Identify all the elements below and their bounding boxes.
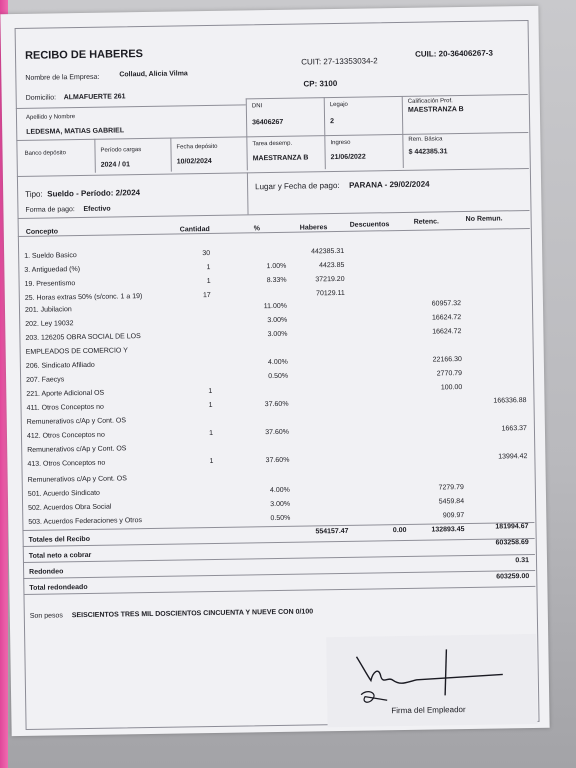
dni-value: 36406267	[252, 118, 284, 127]
cell-concepto: 221. Aporte Adicional OS	[26, 389, 105, 398]
dni-label: DNI	[251, 103, 263, 110]
cell-cantidad: 1	[209, 429, 214, 438]
cell-concepto: 201. Jubilacion	[24, 306, 72, 314]
cell-cantidad: 1	[209, 457, 214, 466]
totales-retenc: 132893.45	[431, 526, 465, 534]
cell-pct: 0.50%	[270, 514, 291, 523]
col-retenc: Retenc.	[413, 218, 440, 226]
cuit-value: CUIT: 27-13353034-2	[301, 56, 378, 67]
cell-pct: 8.33%	[266, 276, 287, 285]
signature-area	[326, 634, 537, 727]
forma-value: Efectivo	[83, 205, 111, 213]
tipo-label: Tipo:	[25, 189, 43, 199]
cell-concepto: 413. Otros Conceptos no	[27, 459, 106, 468]
domicilio-value: ALMAFUERTE 261	[63, 93, 126, 102]
cell-retenc: 16624.72	[432, 328, 462, 336]
redondeo-value: 0.31	[515, 557, 530, 565]
cell-concepto: 206. Sindicato Afiliado	[25, 361, 95, 370]
cuil-value: CUIL: 20-36406267-3	[414, 48, 493, 59]
lugar-label: Lugar y Fecha de pago:	[255, 180, 340, 192]
cell-concepto: Remunerativos c/Ap y Cont. OS	[27, 475, 127, 484]
legajo-label: Legajo	[329, 101, 348, 109]
cell-concepto: 3. Antiguedad (%)	[24, 266, 81, 274]
cell-pct: 3.00%	[267, 330, 288, 339]
rem-label: Rem. Básica	[408, 136, 443, 143]
cell-pct: 37.60%	[265, 456, 290, 465]
col-concepto: Concepto	[25, 228, 59, 236]
redondeo-label: Redondeo	[29, 568, 64, 576]
cell-concepto: EMPLEADOS DE COMERCIO Y	[25, 347, 128, 356]
cell-noremun: 13994.42	[498, 453, 528, 461]
fecha-label: Fecha depósito	[176, 143, 218, 151]
cell-pct: 11.00%	[263, 302, 288, 311]
cell-pct: 3.00%	[270, 500, 291, 509]
cell-retenc: 5459.84	[438, 498, 465, 506]
cell-pct: 37.60%	[264, 400, 289, 409]
cell-pct: 1.00%	[266, 262, 287, 271]
col-cantidad: Cantidad	[179, 226, 210, 234]
ingreso-value: 21/06/2022	[330, 153, 366, 162]
totales-descuentos: 0.00	[392, 526, 407, 535]
cell-pct: 3.00%	[267, 316, 288, 325]
tipo-value: Sueldo - Período: 2/2024	[47, 188, 141, 199]
cell-concepto: 202. Ley 19032	[25, 320, 74, 328]
son-value: SEISCIENTOS TRES MIL DOSCIENTOS CINCUENTA Y NUEVE CON 0/100	[71, 608, 314, 620]
calificacion-label: Calificación Prof.	[407, 98, 453, 105]
cell-retenc: 60957.32	[431, 300, 462, 308]
cell-cantidad: 30	[202, 250, 211, 258]
forma-label: Forma de pago:	[25, 206, 75, 214]
col-descuentos: Descuentos	[349, 221, 390, 229]
banco-label: Banco depósito	[24, 150, 66, 157]
calificacion-value: MAESTRANZA B	[407, 106, 464, 114]
cell-cantidad: 1	[206, 264, 211, 272]
fecha-value: 10/02/2024	[176, 157, 212, 166]
totales-haberes: 554157.47	[315, 527, 349, 536]
periodo-label: Período cargas	[100, 147, 142, 154]
cell-pct: 0.50%	[268, 372, 289, 381]
cell-cantidad: 1	[206, 278, 211, 286]
firma-label: Firma del Empleador	[391, 705, 466, 716]
cell-retenc: 16624.72	[431, 314, 462, 322]
cell-cantidad: 17	[202, 291, 211, 300]
cell-retenc: 7279.79	[438, 484, 464, 492]
periodo-value: 2024 / 01	[100, 161, 131, 169]
cell-pct: 4.00%	[269, 486, 290, 495]
ingreso-label: Ingreso	[330, 139, 351, 147]
domicilio-label: Domicilio:	[25, 94, 57, 102]
empresa-value: Collaud, Alicia Vilma	[119, 70, 188, 79]
cell-cantidad: 1	[208, 387, 213, 396]
cell-concepto: 25. Horas extras 50% (s/conc. 1 a 19)	[24, 293, 143, 302]
cp-value: CP: 3100	[303, 78, 338, 89]
redondeado-value: 603259.00	[496, 573, 530, 581]
cell-cantidad: 1	[208, 401, 213, 410]
cell-haberes: 4423.85	[318, 261, 345, 270]
cell-concepto: 412. Otros Conceptos no	[26, 431, 105, 440]
cell-noremun: 1663.37	[501, 425, 527, 433]
tarea-value: MAESTRANZA B	[252, 154, 309, 163]
apellido-value: LEDESMA, MATIAS GABRIEL	[26, 127, 125, 136]
receipt-title: RECIBO DE HABERES	[24, 48, 144, 62]
cell-concepto: 503. Acuerdos Federaciones y Otros	[28, 517, 143, 526]
son-label: Son pesos	[29, 612, 63, 620]
cell-retenc: 909.97	[442, 512, 465, 520]
apellido-label: Apellido y Nombre	[25, 114, 76, 121]
cell-retenc: 100.00	[440, 384, 463, 392]
cell-concepto: Remunerativos c/Ap y Cont. OS	[27, 445, 127, 454]
lugar-value: PARANA - 29/02/2024	[349, 179, 430, 190]
cell-concepto: 207. Faecys	[26, 376, 65, 384]
cell-haberes: 442385.31	[310, 247, 345, 256]
cell-retenc: 2770.79	[436, 370, 463, 378]
col-haberes: Haberes	[299, 224, 328, 232]
empresa-label: Nombre de la Empresa:	[25, 73, 100, 82]
totales-noremun: 181994.67	[495, 523, 529, 531]
col-pct: %	[253, 225, 261, 233]
receipt-paper	[0, 6, 549, 736]
tarea-label: Tarea desemp.	[252, 140, 293, 148]
neto-value: 603258.69	[495, 539, 529, 547]
cell-haberes: 37219.20	[315, 275, 345, 284]
redondeado-label: Total redondeado	[29, 583, 88, 592]
cell-concepto: 502. Acuerdos Obra Social	[28, 503, 112, 512]
neto-label: Total neto a cobrar	[28, 551, 92, 560]
cell-concepto: 203. 126205 OBRA SOCIAL DE LOS	[25, 333, 141, 342]
rem-value: $ 442385.31	[408, 148, 448, 156]
cell-noremun: 166336.88	[493, 397, 527, 405]
cell-retenc: 22166.30	[432, 356, 462, 364]
cell-pct: 37.60%	[265, 428, 290, 437]
cell-concepto: 19. Presentismo	[24, 280, 76, 288]
totales-label: Totales del Recibo	[28, 535, 91, 544]
legajo-value: 2	[330, 118, 335, 126]
cell-pct: 4.00%	[267, 358, 288, 367]
col-noremun: No Remun.	[465, 215, 503, 223]
cell-concepto: 1. Sueldo Basico	[24, 252, 77, 260]
cell-concepto: Remunerativos c/Ap y Cont. OS	[26, 417, 127, 426]
cell-haberes: 70129.11	[316, 289, 345, 298]
cell-concepto: 501. Acuerdo Sindicato	[27, 489, 100, 498]
cell-concepto: 411. Otros Conceptos no	[26, 403, 104, 412]
